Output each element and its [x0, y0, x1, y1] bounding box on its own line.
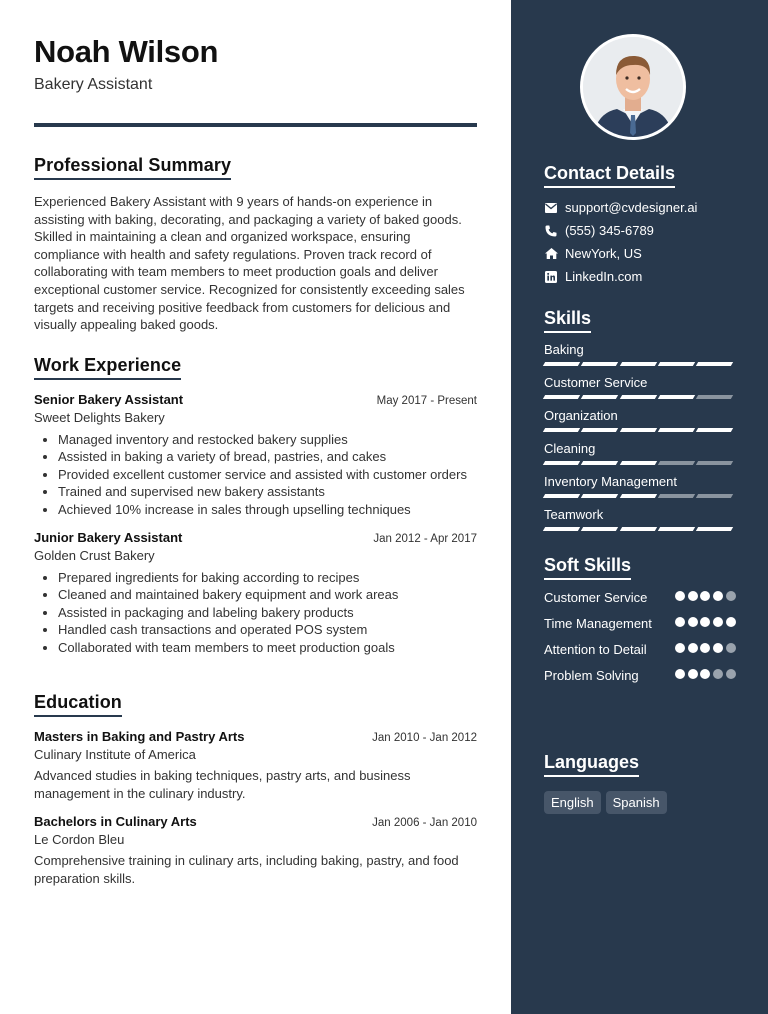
rating-dot-filled: [713, 643, 723, 653]
rating-dot-filled: [688, 669, 698, 679]
skill-level-bar: [544, 362, 736, 366]
rating-dot-empty: [713, 669, 723, 679]
contact-phone[interactable]: [544, 223, 736, 238]
soft-skill-rating: [672, 591, 736, 601]
skills-heading: Skills: [544, 308, 591, 333]
education-date: Jan 2006 - Jan 2010: [372, 817, 477, 830]
soft-skill-item: [544, 667, 736, 684]
skill-segment-filled: [696, 362, 733, 366]
skill-segment-empty: [696, 395, 733, 399]
list-item: • Cleaned and maintained bakery equipment and work areas: [58, 586, 477, 603]
experience-heading: Work Experience: [34, 355, 181, 380]
rating-dot-filled: [675, 669, 685, 679]
profile-photo: [580, 34, 686, 140]
job-employer: Sweet Delights Bakery: [34, 410, 165, 425]
candidate-name: Noah Wilson: [34, 34, 219, 69]
education-description: Comprehensive training in culinary arts, including baking, pastry, and food preparation skills.: [34, 853, 459, 886]
list-item: • Trained and supervised new bakery assistants: [58, 483, 477, 500]
soft-skill-name: Problem Solving: [544, 668, 639, 683]
skill-segment-filled: [658, 362, 695, 366]
header-divider: [34, 123, 477, 127]
skill-segment-filled: [581, 494, 618, 498]
rating-dot-filled: [675, 591, 685, 601]
languages-section: [544, 752, 736, 814]
skill-segment-filled: [543, 527, 580, 531]
skill-segment-empty: [696, 494, 733, 498]
skill-segment-filled: [581, 527, 618, 531]
skill-segment-filled: [581, 428, 618, 432]
language-tag: Spanish: [606, 791, 667, 814]
contact-email[interactable]: [544, 200, 736, 215]
sidebar: [511, 0, 768, 1014]
skill-segment-filled: [619, 395, 656, 399]
skill-name: Inventory Management: [544, 474, 677, 489]
skill-segment-filled: [658, 527, 695, 531]
language-tag: English: [544, 791, 601, 814]
skill-segment-filled: [619, 494, 656, 498]
skill-name: Cleaning: [544, 441, 596, 456]
skill-item: [544, 408, 736, 432]
soft-skill-rating: [672, 643, 736, 653]
rating-dot-filled: [700, 617, 710, 627]
soft-skills-heading: Soft Skills: [544, 555, 631, 580]
contact-section: [544, 163, 736, 284]
rating-dot-filled: [713, 617, 723, 627]
skill-segment-filled: [543, 494, 580, 498]
envelope-icon: [544, 201, 558, 215]
summary-section: [34, 155, 477, 334]
list-item: • Collaborated with team members to meet production goals: [58, 639, 477, 656]
job-employer: Golden Crust Bakery: [34, 548, 155, 564]
skill-segment-filled: [619, 527, 656, 531]
summary-heading: Professional Summary: [34, 155, 231, 180]
education-date: Jan 2010 - Jan 2012: [372, 732, 477, 744]
school-name: Le Cordon Bleu: [34, 832, 125, 848]
skill-item: [544, 375, 736, 399]
job-bullets: [34, 569, 477, 656]
skill-segment-empty: [658, 461, 695, 465]
soft-skill-item: [544, 615, 736, 632]
school-name: Culinary Institute of America: [34, 747, 196, 762]
skill-name: Organization: [544, 408, 618, 423]
job-title: Junior Bakery Assistant: [34, 530, 183, 546]
skill-item: [544, 507, 736, 531]
education-entry: [34, 814, 477, 887]
skill-segment-filled: [543, 362, 580, 366]
skill-segment-filled: [658, 395, 695, 399]
skill-level-bar: [544, 395, 736, 399]
list-item: • Assisted in packaging and labeling bakery products: [58, 604, 477, 621]
rating-dot-filled: [700, 643, 710, 653]
skill-name: Baking: [544, 342, 584, 357]
rating-dot-empty: [726, 669, 736, 679]
list-item: • Prepared ingredients for baking according to recipes: [58, 569, 477, 586]
education-entry: [34, 729, 477, 802]
avatar-portrait: [583, 37, 683, 137]
skill-segment-empty: [696, 461, 733, 465]
skill-name: Teamwork: [544, 507, 604, 522]
rating-dot-filled: [675, 643, 685, 653]
summary-text: Experienced Bakery Assistant with 9 years of hands-on experience in assisting with baking, decorating, and packaging a variety of baked goods. Skilled in maintaining a clean and organized workspace, ensuring compliance with health and safety regulations. Proven track record of collaborating with team members to meet production goals and deliver exceptional customer service. Recognized for consistently exceeding sales targets and receiving positive feedback from customers for delicious and visually appealing baked goods.: [34, 194, 465, 333]
education-description: Advanced studies in baking techniques, pastry arts, and business management in the culinary industry.: [34, 768, 411, 801]
contact-location: [544, 246, 736, 261]
list-item: • Handled cash transactions and operated POS system: [58, 621, 477, 638]
rating-dot-filled: [688, 591, 698, 601]
skill-level-bar: [544, 461, 736, 465]
contact-heading: Contact Details: [544, 163, 675, 188]
rating-dot-empty: [726, 643, 736, 653]
location-text: NewYork, US: [565, 246, 642, 261]
skill-segment-empty: [658, 494, 695, 498]
list-item: • Managed inventory and restocked bakery supplies: [58, 431, 477, 448]
rating-dot-filled: [700, 591, 710, 601]
soft-skill-item: [544, 641, 736, 658]
job-entry: [34, 530, 477, 656]
skill-segment-filled: [581, 395, 618, 399]
rating-dot-filled: [688, 643, 698, 653]
skill-segment-filled: [543, 461, 580, 465]
soft-skill-name: Attention to Detail: [544, 642, 647, 657]
skill-item: [544, 474, 736, 498]
skills-list: [544, 342, 736, 531]
email-text: support@cvdesigner.ai: [565, 200, 698, 215]
job-date: May 2017 - Present: [376, 395, 477, 407]
soft-skill-rating: [672, 669, 736, 679]
skill-segment-filled: [619, 362, 656, 366]
skill-level-bar: [544, 494, 736, 498]
skill-segment-filled: [696, 428, 733, 432]
languages-heading: Languages: [544, 752, 639, 777]
skill-item: [544, 441, 736, 465]
phone-text: (555) 345-6789: [565, 223, 654, 238]
experience-section: [34, 355, 477, 656]
candidate-title: Bakery Assistant: [34, 76, 153, 93]
rating-dot-filled: [675, 617, 685, 627]
languages-list: [544, 791, 736, 814]
linkedin-text: LinkedIn.com: [565, 269, 643, 284]
degree-title: Bachelors in Culinary Arts: [34, 814, 197, 830]
soft-skills-section: [544, 555, 736, 684]
job-bullets: [34, 431, 477, 518]
rating-dot-filled: [726, 617, 736, 627]
rating-dot-filled: [713, 591, 723, 601]
job-entry: [34, 392, 477, 518]
skill-segment-filled: [619, 461, 656, 465]
list-item: • Assisted in baking a variety of bread, pastries, and cakes: [58, 448, 477, 465]
skill-segment-filled: [543, 395, 580, 399]
soft-skill-name: Time Management: [544, 616, 652, 631]
skill-level-bar: [544, 428, 736, 432]
home-icon: [544, 247, 558, 261]
soft-skill-name: Customer Service: [544, 590, 648, 605]
education-heading: Education: [34, 692, 122, 717]
skill-segment-filled: [581, 461, 618, 465]
soft-skill-item: [544, 589, 736, 606]
list-item: • Achieved 10% increase in sales through upselling techniques: [58, 501, 477, 518]
skills-section: [544, 308, 736, 531]
degree-title: Masters in Baking and Pastry Arts: [34, 729, 245, 744]
soft-skills-list: [544, 589, 736, 684]
rating-dot-filled: [700, 669, 710, 679]
skill-item: [544, 342, 736, 366]
skill-segment-filled: [543, 428, 580, 432]
phone-icon: [544, 224, 558, 238]
list-item: • Provided excellent customer service and assisted with customer orders: [58, 466, 477, 483]
skill-segment-filled: [696, 527, 733, 531]
skill-name: Customer Service: [544, 375, 648, 390]
skill-level-bar: [544, 527, 736, 531]
job-title: Senior Bakery Assistant: [34, 392, 184, 407]
job-date: Jan 2012 - Apr 2017: [373, 533, 477, 546]
rating-dot-empty: [726, 591, 736, 601]
education-section: [34, 692, 477, 887]
rating-dot-filled: [688, 617, 698, 627]
skill-segment-filled: [658, 428, 695, 432]
linkedin-icon: [544, 270, 558, 284]
soft-skill-rating: [672, 617, 736, 627]
contact-linkedin[interactable]: [544, 269, 736, 284]
skill-segment-filled: [581, 362, 618, 366]
skill-segment-filled: [619, 428, 656, 432]
